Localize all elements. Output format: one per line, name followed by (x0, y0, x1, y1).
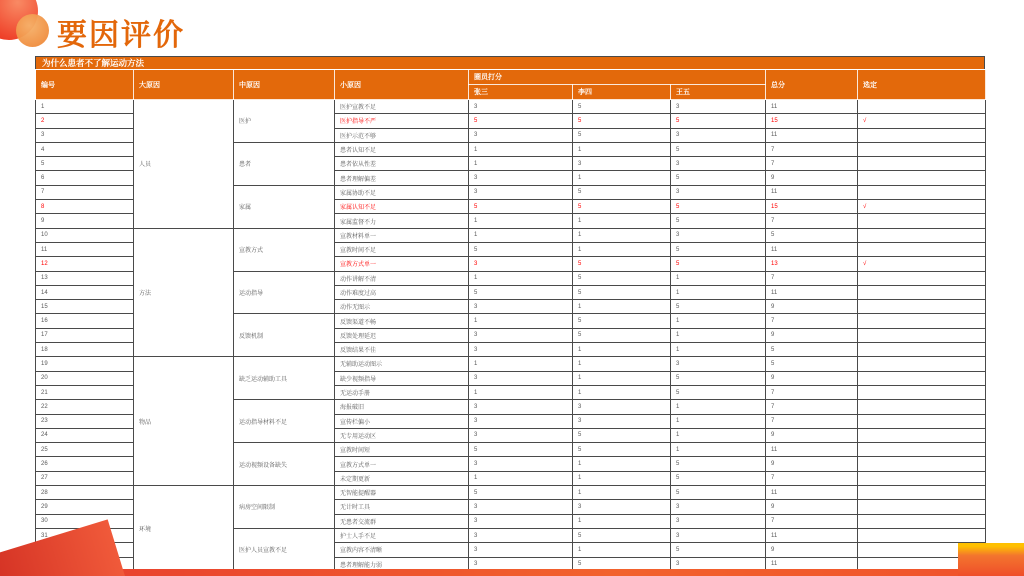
cell-minor-cause: 护士人手不足 (335, 528, 469, 542)
cell-score-zhangsan: 1 (469, 357, 573, 371)
cell-total: 7 (766, 471, 858, 485)
cell-score-lisi: 1 (573, 471, 671, 485)
cell-selected (858, 514, 986, 528)
cell-total: 5 (766, 357, 858, 371)
cell-minor-cause: 宣传栏偏小 (335, 414, 469, 428)
cell-selected (858, 100, 986, 114)
cell-score-lisi: 5 (573, 128, 671, 142)
cell-minor-cause: 宣教时间不足 (335, 242, 469, 256)
cell-selected (858, 285, 986, 299)
cell-selected (858, 214, 986, 228)
cell-score-zhangsan: 5 (469, 200, 573, 214)
cell-score-zhangsan: 3 (469, 100, 573, 114)
cell-score-zhangsan: 3 (469, 457, 573, 471)
cell-total: 15 (766, 114, 858, 128)
cell-score-wangwu: 5 (671, 385, 766, 399)
cell-no: 31 (36, 528, 134, 542)
cell-score-wangwu: 5 (671, 214, 766, 228)
table-row (36, 357, 986, 371)
cell-selected (858, 443, 986, 457)
cell-total: 9 (766, 543, 858, 557)
cell-no: 2 (36, 114, 134, 128)
cell-score-zhangsan: 1 (469, 314, 573, 328)
cell-total: 9 (766, 428, 858, 442)
col-header-total: 总分 (766, 70, 858, 100)
cell-total: 7 (766, 157, 858, 171)
col-header-member-3: 王五 (671, 85, 766, 100)
cell-minor-cause: 海报破旧 (335, 400, 469, 414)
cell-minor-cause: 反馈处理延迟 (335, 328, 469, 342)
cell-total: 11 (766, 285, 858, 299)
cell-score-lisi: 3 (573, 400, 671, 414)
cell-score-wangwu: 1 (671, 285, 766, 299)
cell-score-zhangsan: 5 (469, 486, 573, 500)
cell-selected (858, 300, 986, 314)
cell-score-wangwu: 3 (671, 128, 766, 142)
cell-total: 11 (766, 242, 858, 256)
cell-selected (858, 528, 986, 542)
col-header-minor-cause: 小原因 (335, 70, 469, 100)
col-header-middle-cause: 中原因 (234, 70, 335, 100)
cell-minor-cause: 动作讲解不清 (335, 271, 469, 285)
cell-total: 11 (766, 100, 858, 114)
decor-circle-small-icon (16, 14, 49, 47)
evaluation-table (35, 69, 986, 572)
cell-middle-cause: 家属 (234, 185, 335, 228)
cell-no: 8 (36, 200, 134, 214)
cell-score-lisi: 1 (573, 543, 671, 557)
cell-minor-cause: 患者认知不足 (335, 142, 469, 156)
cell-score-zhangsan: 1 (469, 157, 573, 171)
cell-selected (858, 357, 986, 371)
cell-middle-cause: 运动视频设备缺失 (234, 443, 335, 486)
cell-score-wangwu: 3 (671, 100, 766, 114)
cell-score-wangwu: 5 (671, 486, 766, 500)
cell-score-lisi: 5 (573, 428, 671, 442)
cell-score-lisi: 1 (573, 228, 671, 242)
cell-score-wangwu: 5 (671, 171, 766, 185)
cell-selected (858, 500, 986, 514)
cell-score-lisi: 5 (573, 328, 671, 342)
cell-no: 23 (36, 414, 134, 428)
cell-score-wangwu: 5 (671, 142, 766, 156)
cell-no: 29 (36, 500, 134, 514)
cell-selected (858, 343, 986, 357)
cell-score-zhangsan: 3 (469, 343, 573, 357)
cell-selected (858, 400, 986, 414)
cell-minor-cause: 缺少视频指导 (335, 371, 469, 385)
cell-score-lisi: 5 (573, 557, 671, 571)
cell-score-wangwu: 1 (671, 400, 766, 414)
cell-score-lisi: 5 (573, 100, 671, 114)
cell-selected (858, 414, 986, 428)
cell-minor-cause: 患者理解偏差 (335, 171, 469, 185)
cell-score-zhangsan: 5 (469, 285, 573, 299)
cell-score-wangwu: 3 (671, 357, 766, 371)
cell-selected (858, 142, 986, 156)
cell-selected (858, 242, 986, 256)
cell-score-lisi: 1 (573, 242, 671, 256)
cell-no: 24 (36, 428, 134, 442)
cell-no: 30 (36, 514, 134, 528)
cell-major-cause: 物品 (134, 357, 234, 486)
cell-major-cause: 方法 (134, 228, 234, 357)
cell-minor-cause: 动作无图示 (335, 300, 469, 314)
cell-no: 12 (36, 257, 134, 271)
cell-minor-cause: 医护示范不够 (335, 128, 469, 142)
cell-selected (858, 328, 986, 342)
cell-score-zhangsan: 3 (469, 557, 573, 571)
cell-score-wangwu: 5 (671, 543, 766, 557)
cell-middle-cause: 运动指导 (234, 271, 335, 314)
cell-score-zhangsan: 3 (469, 528, 573, 542)
cell-minor-cause: 反馈结果不佳 (335, 343, 469, 357)
cell-score-wangwu: 3 (671, 557, 766, 571)
cell-major-cause: 环境 (134, 486, 234, 572)
cell-total: 11 (766, 486, 858, 500)
cell-score-wangwu: 1 (671, 328, 766, 342)
cell-selected: √ (858, 200, 986, 214)
cell-score-wangwu: 5 (671, 300, 766, 314)
cell-score-wangwu: 3 (671, 514, 766, 528)
cell-score-wangwu: 3 (671, 157, 766, 171)
cell-no: 20 (36, 371, 134, 385)
cell-score-lisi: 1 (573, 371, 671, 385)
cell-score-lisi: 1 (573, 514, 671, 528)
cell-selected (858, 171, 986, 185)
col-header-no: 编号 (36, 70, 134, 100)
cell-total: 13 (766, 257, 858, 271)
cell-score-zhangsan: 5 (469, 114, 573, 128)
decor-bottom-right-band (958, 543, 1024, 576)
cell-total: 5 (766, 343, 858, 357)
cell-no: 11 (36, 242, 134, 256)
cell-total: 11 (766, 557, 858, 571)
cell-score-zhangsan: 1 (469, 385, 573, 399)
factor-evaluation-table (35, 56, 985, 572)
cell-no: 25 (36, 443, 134, 457)
cell-score-zhangsan: 3 (469, 514, 573, 528)
cell-total: 15 (766, 200, 858, 214)
cell-score-lisi: 1 (573, 343, 671, 357)
cell-score-zhangsan: 3 (469, 171, 573, 185)
cell-total: 11 (766, 128, 858, 142)
cell-selected: √ (858, 257, 986, 271)
cell-no: 15 (36, 300, 134, 314)
cell-score-lisi: 1 (573, 214, 671, 228)
cell-score-lisi: 5 (573, 314, 671, 328)
col-header-member-1: 张三 (469, 85, 573, 100)
cell-no: 1 (36, 100, 134, 114)
cell-minor-cause: 医护指导不严 (335, 114, 469, 128)
cell-score-zhangsan: 3 (469, 300, 573, 314)
cell-middle-cause: 医护 (234, 100, 335, 143)
cell-score-zhangsan: 1 (469, 228, 573, 242)
cell-minor-cause: 无患者交流群 (335, 514, 469, 528)
cell-total: 7 (766, 514, 858, 528)
cell-selected: √ (858, 114, 986, 128)
cell-no: 22 (36, 400, 134, 414)
cell-selected (858, 128, 986, 142)
cell-minor-cause: 宣教材料单一 (335, 228, 469, 242)
cell-score-wangwu: 1 (671, 343, 766, 357)
cell-score-zhangsan: 1 (469, 142, 573, 156)
cell-score-wangwu: 3 (671, 528, 766, 542)
cell-score-zhangsan: 3 (469, 500, 573, 514)
col-header-member-2: 李四 (573, 85, 671, 100)
cell-middle-cause: 运动指导材料不足 (234, 400, 335, 443)
cell-minor-cause: 反馈渠道不畅 (335, 314, 469, 328)
cell-middle-cause: 反馈机制 (234, 314, 335, 357)
col-header-major-cause: 大原因 (134, 70, 234, 100)
cell-score-zhangsan: 3 (469, 257, 573, 271)
cell-no: 21 (36, 385, 134, 399)
table-question-bar: 为什么患者不了解运动方法 (35, 56, 985, 69)
cell-score-lisi: 1 (573, 142, 671, 156)
header-row-top (36, 70, 986, 85)
table-row (36, 486, 986, 500)
cell-score-lisi: 5 (573, 285, 671, 299)
cell-minor-cause: 宣教方式单一 (335, 457, 469, 471)
cell-total: 5 (766, 228, 858, 242)
cell-minor-cause: 无计时工具 (335, 500, 469, 514)
cell-no: 3 (36, 128, 134, 142)
cell-score-wangwu: 1 (671, 428, 766, 442)
cell-minor-cause: 患者理解能力弱 (335, 557, 469, 571)
cell-score-lisi: 3 (573, 414, 671, 428)
cell-no: 10 (36, 228, 134, 242)
cell-minor-cause: 无辅助运动图示 (335, 357, 469, 371)
cell-total: 9 (766, 300, 858, 314)
cell-score-zhangsan: 3 (469, 428, 573, 442)
cell-score-lisi: 5 (573, 443, 671, 457)
cell-score-wangwu: 3 (671, 185, 766, 199)
cell-score-zhangsan: 3 (469, 414, 573, 428)
cell-total: 7 (766, 400, 858, 414)
table-row (36, 100, 986, 114)
cell-selected (858, 471, 986, 485)
cell-no: 19 (36, 357, 134, 371)
cell-selected (858, 428, 986, 442)
cell-score-lisi: 1 (573, 457, 671, 471)
cell-score-zhangsan: 3 (469, 543, 573, 557)
cell-score-wangwu: 5 (671, 242, 766, 256)
cell-total: 7 (766, 314, 858, 328)
cell-score-wangwu: 5 (671, 471, 766, 485)
cell-score-lisi: 5 (573, 200, 671, 214)
cell-no: 16 (36, 314, 134, 328)
cell-no: 17 (36, 328, 134, 342)
cell-total: 7 (766, 385, 858, 399)
cell-minor-cause: 家属协助不足 (335, 185, 469, 199)
cell-score-zhangsan: 5 (469, 443, 573, 457)
cell-minor-cause: 无智能提醒器 (335, 486, 469, 500)
cell-selected (858, 157, 986, 171)
decor-bottom-strip (0, 569, 1024, 576)
cell-score-wangwu: 5 (671, 371, 766, 385)
cell-score-wangwu: 5 (671, 257, 766, 271)
col-header-member-scoring: 圈员打分 (469, 70, 766, 85)
cell-total: 9 (766, 371, 858, 385)
cell-middle-cause: 病房空间限制 (234, 486, 335, 529)
cell-score-lisi: 5 (573, 528, 671, 542)
cell-total: 7 (766, 271, 858, 285)
cell-middle-cause: 宣教方式 (234, 228, 335, 271)
cell-score-lisi: 1 (573, 171, 671, 185)
cell-minor-cause: 动作难度过高 (335, 285, 469, 299)
cell-score-wangwu: 3 (671, 500, 766, 514)
cell-score-lisi: 1 (573, 300, 671, 314)
cell-score-zhangsan: 1 (469, 271, 573, 285)
cell-minor-cause: 未定期更新 (335, 471, 469, 485)
cell-score-wangwu: 1 (671, 314, 766, 328)
col-header-selected: 选定 (858, 70, 986, 100)
cell-total: 9 (766, 328, 858, 342)
cell-score-zhangsan: 5 (469, 242, 573, 256)
cell-minor-cause: 家属认知不足 (335, 200, 469, 214)
cell-no: 4 (36, 142, 134, 156)
cell-score-zhangsan: 3 (469, 400, 573, 414)
cell-no: 14 (36, 285, 134, 299)
cell-selected (858, 314, 986, 328)
cell-score-zhangsan: 1 (469, 471, 573, 485)
cell-selected (858, 457, 986, 471)
cell-score-lisi: 5 (573, 271, 671, 285)
cell-minor-cause: 宣教时间短 (335, 443, 469, 457)
cell-no: 6 (36, 171, 134, 185)
cell-minor-cause: 患者依从性差 (335, 157, 469, 171)
cell-score-zhangsan: 3 (469, 371, 573, 385)
cell-no: 9 (36, 214, 134, 228)
cell-score-wangwu: 1 (671, 443, 766, 457)
cell-score-lisi: 5 (573, 114, 671, 128)
table-row (36, 228, 986, 242)
cell-score-zhangsan: 3 (469, 128, 573, 142)
cell-no: 13 (36, 271, 134, 285)
cell-minor-cause: 无专用运动区 (335, 428, 469, 442)
cell-middle-cause: 患者 (234, 142, 335, 185)
cell-selected (858, 228, 986, 242)
cell-score-wangwu: 5 (671, 114, 766, 128)
cell-minor-cause: 宣教方式单一 (335, 257, 469, 271)
cell-score-lisi: 1 (573, 357, 671, 371)
cell-total: 7 (766, 414, 858, 428)
cell-score-wangwu: 1 (671, 271, 766, 285)
cell-major-cause: 人员 (134, 100, 234, 229)
cell-score-zhangsan: 3 (469, 185, 573, 199)
cell-no: 5 (36, 157, 134, 171)
cell-selected (858, 385, 986, 399)
cell-middle-cause: 医护人员宣教不足 (234, 528, 335, 571)
cell-no: 27 (36, 471, 134, 485)
cell-score-lisi: 3 (573, 157, 671, 171)
cell-minor-cause: 无运动手册 (335, 385, 469, 399)
cell-total: 9 (766, 457, 858, 471)
cell-score-zhangsan: 3 (469, 328, 573, 342)
cell-total: 11 (766, 443, 858, 457)
cell-no: 28 (36, 486, 134, 500)
cell-score-wangwu: 3 (671, 228, 766, 242)
cell-no: 18 (36, 343, 134, 357)
cell-total: 7 (766, 142, 858, 156)
cell-score-lisi: 3 (573, 500, 671, 514)
cell-selected (858, 371, 986, 385)
cell-score-lisi: 1 (573, 385, 671, 399)
page-title: 要因评价 (57, 19, 185, 52)
cell-total: 7 (766, 214, 858, 228)
cell-score-wangwu: 5 (671, 457, 766, 471)
cell-score-wangwu: 5 (671, 200, 766, 214)
cell-score-lisi: 5 (573, 257, 671, 271)
cell-selected (858, 185, 986, 199)
cell-selected (858, 271, 986, 285)
cell-score-zhangsan: 1 (469, 214, 573, 228)
cell-total: 11 (766, 185, 858, 199)
cell-score-lisi: 1 (573, 486, 671, 500)
cell-no: 7 (36, 185, 134, 199)
cell-total: 9 (766, 171, 858, 185)
cell-score-lisi: 5 (573, 185, 671, 199)
cell-total: 9 (766, 500, 858, 514)
cell-selected (858, 486, 986, 500)
cell-no: 26 (36, 457, 134, 471)
cell-score-wangwu: 1 (671, 414, 766, 428)
cell-middle-cause: 缺乏运动辅助工具 (234, 357, 335, 400)
cell-minor-cause: 宣教内容不清晰 (335, 543, 469, 557)
cell-minor-cause: 家属监督不力 (335, 214, 469, 228)
cell-total: 11 (766, 528, 858, 542)
cell-minor-cause: 医护宣教不足 (335, 100, 469, 114)
